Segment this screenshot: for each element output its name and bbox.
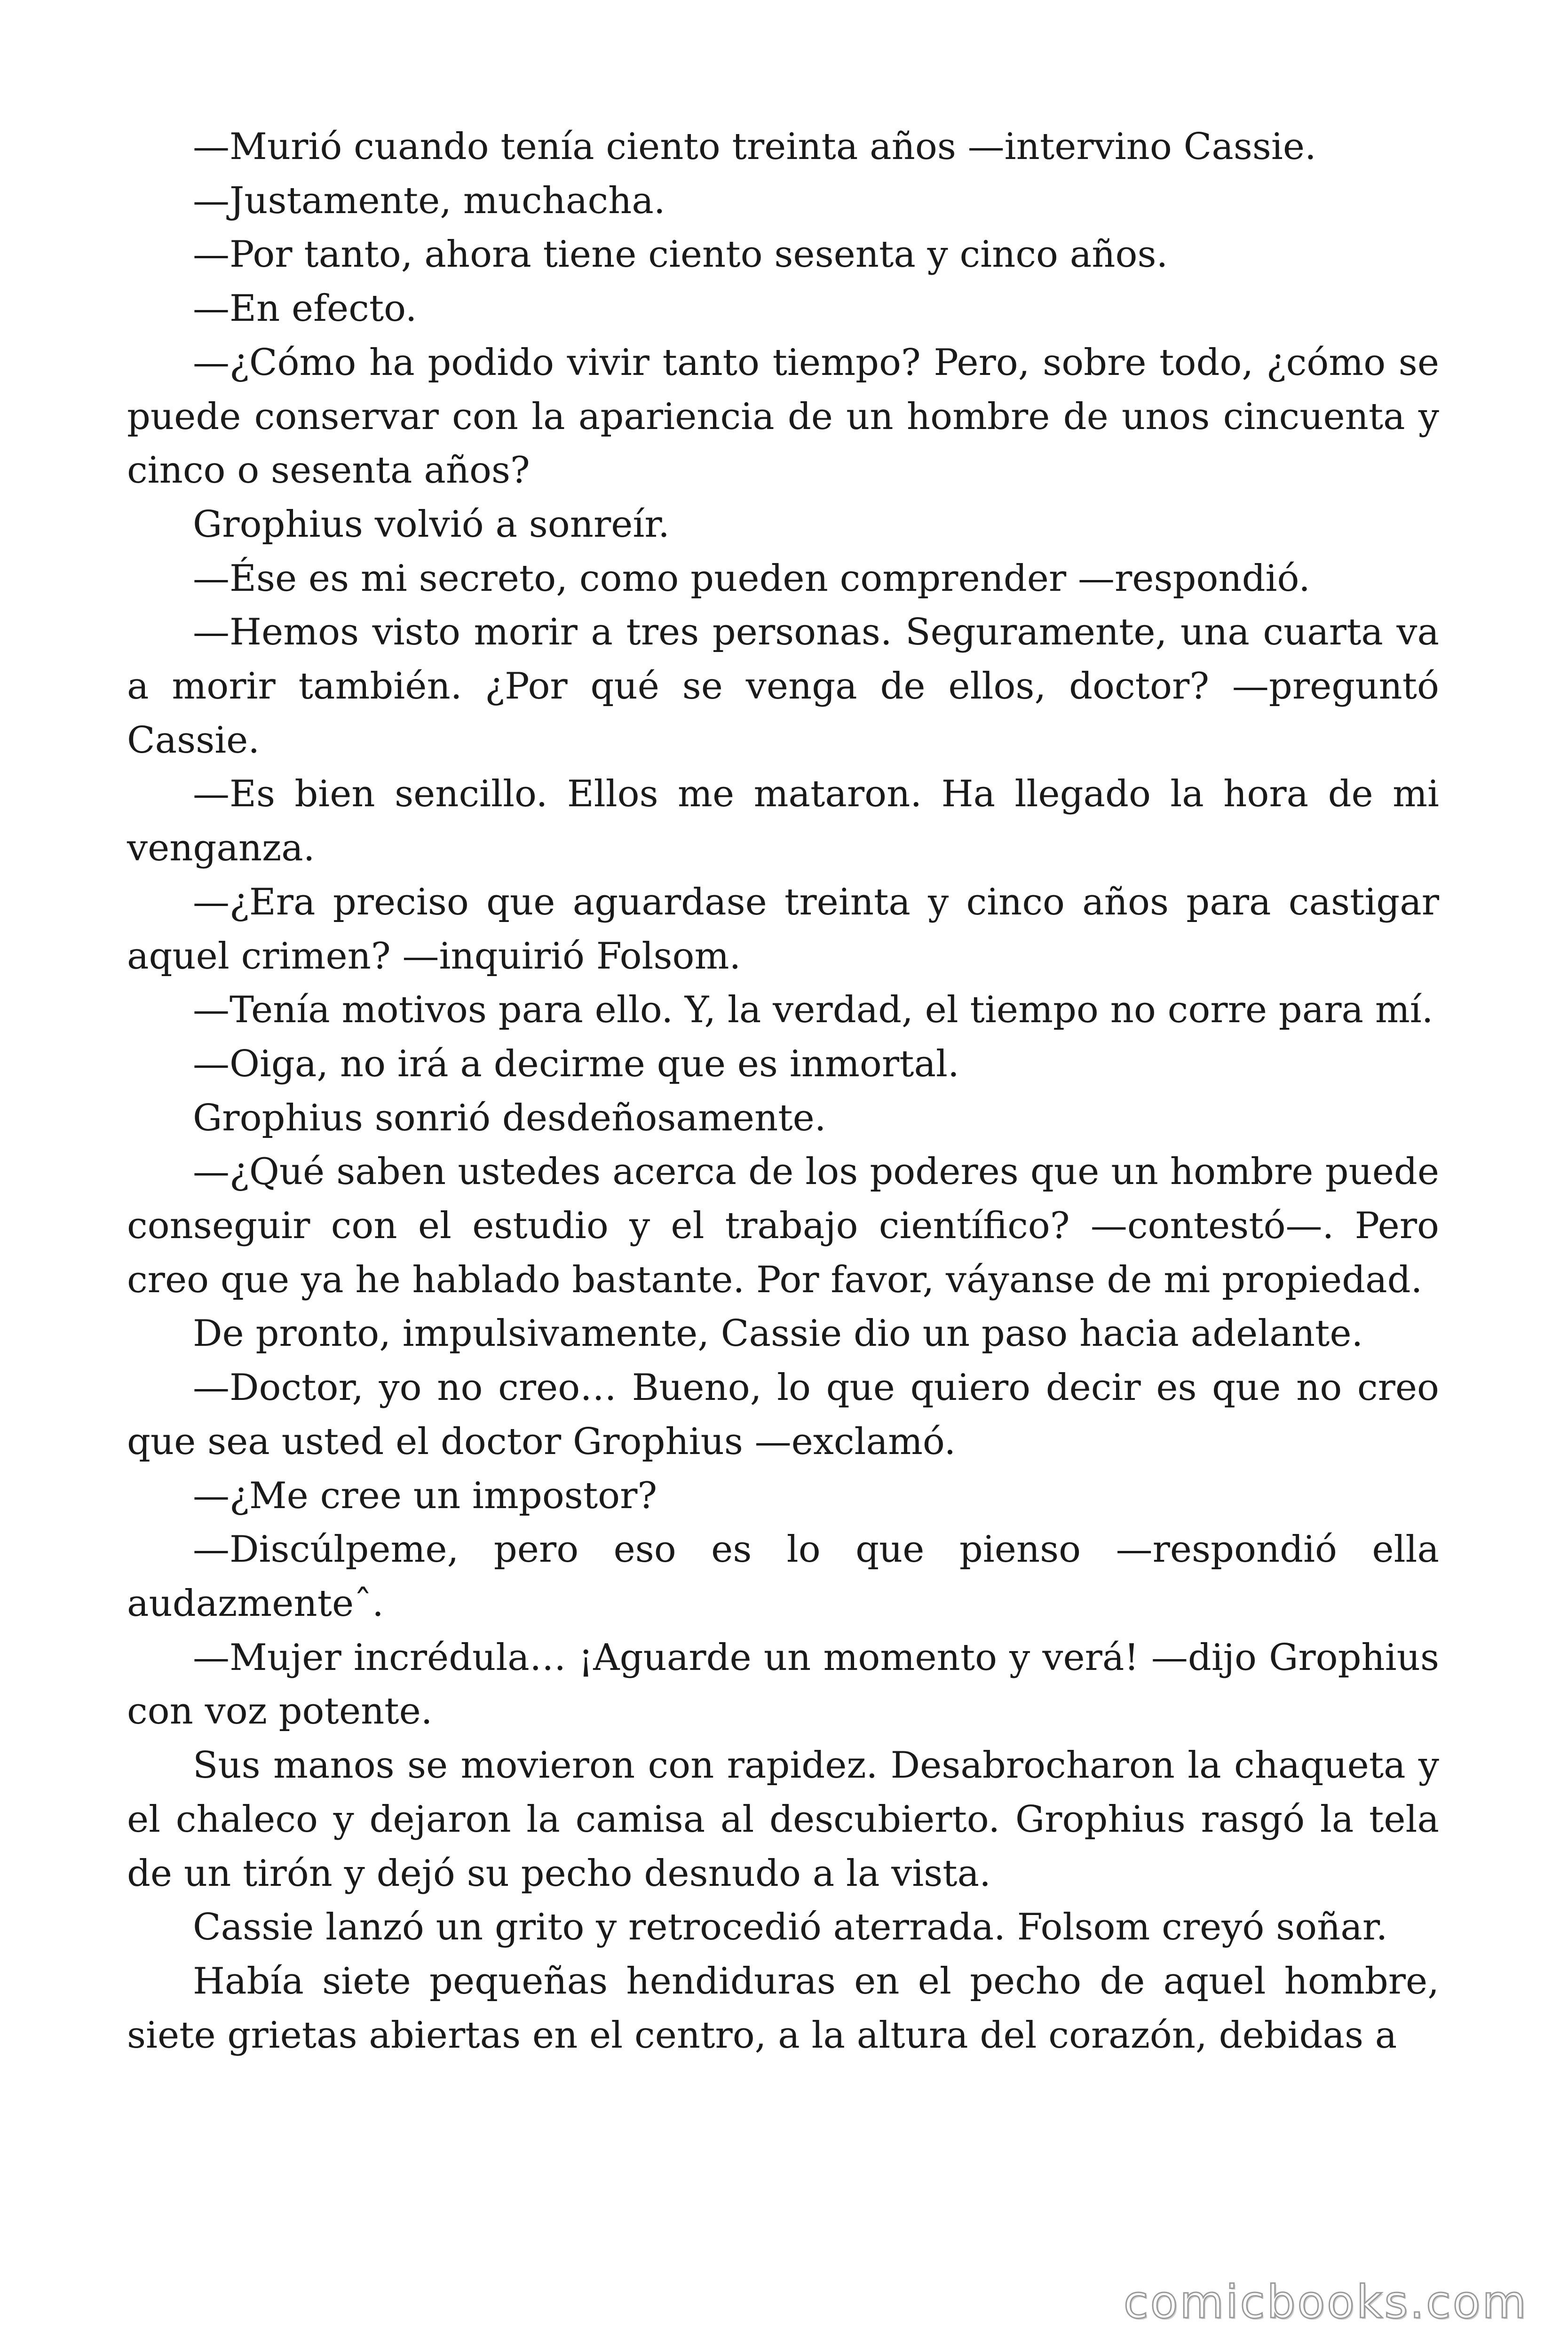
paragraph: Grophius sonrió desdeñosamente. [193, 1097, 826, 1139]
paragraph: —Ése es mi secreto, como pueden comprender —respondió. [193, 557, 1310, 600]
page-text [127, 120, 1439, 2062]
paragraph: —Hemos visto morir a tres personas. Seguramente, una cuarta va a morir también. ¿Por qué se venga de ellos, doctor? —preguntó Cassie. [127, 611, 1439, 762]
paragraph: —Mujer incrédula… ¡Aguarde un momento y verá! —dijo Grophius con voz potente. [127, 1636, 1439, 1733]
paragraph: —Tenía motivos para ello. Y, la verdad, el tiempo no corre para mí. [193, 989, 1433, 1032]
paragraph: Grophius volvió a sonreír. [193, 503, 670, 546]
paragraph: —¿Era preciso que aguardase treinta y cinco años para castigar aquel crimen? —inquirió Folsom. [127, 881, 1439, 977]
paragraph: —Oiga, no irá a decirme que es inmortal. [193, 1042, 959, 1085]
paragraph: De pronto, impulsivamente, Cassie dio un paso hacia adelante. [193, 1312, 1363, 1355]
paragraph: Había siete pequeñas hendiduras en el pecho de aquel hombre, siete grietas abiertas en el centro, a la altura del corazón, debidas a [127, 1960, 1439, 2057]
paragraph: —¿Qué saben ustedes acerca de los poderes que un hombre puede conseguir con el estudio y el trabajo científico? —contestó—. Pero creo que ya he hablado bastante. Por favor, váyanse de mi propiedad. [127, 1151, 1439, 1301]
paragraph: —Es bien sencillo. Ellos me mataron. Ha llegado la hora de mi venganza. [127, 773, 1439, 870]
paragraph: —Justamente, muchacha. [193, 179, 665, 222]
paragraph: —Doctor, yo no creo… Bueno, lo que quiero decir es que no creo que sea usted el doctor Grophius —exclamó. [127, 1367, 1439, 1463]
paragraph: Cassie lanzó un grito y retrocedió aterrada. Folsom creyó soñar. [193, 1906, 1388, 1949]
paragraph: —Por tanto, ahora tiene ciento sesenta y cinco años. [193, 233, 1168, 276]
paragraph: —Murió cuando tenía ciento treinta años —intervino Cassie. [193, 126, 1316, 168]
paragraph: —Discúlpeme, pero eso es lo que pienso —respondió ella audazmenteˆ. [127, 1528, 1439, 1625]
watermark: comicbooks.com [1123, 2276, 1528, 2328]
paragraph: —¿Cómo ha podido vivir tanto tiempo? Pero, sobre todo, ¿cómo se puede conservar con la apariencia de un hombre de unos cincuenta y cinco o sesenta años? [127, 341, 1439, 492]
paragraph: Sus manos se movieron con rapidez. Desabrocharon la chaqueta y el chaleco y dejaron la camisa al descubierto. Grophius rasgó la tela de un tirón y dejó su pecho desnudo a la vista. [127, 1744, 1439, 1895]
paragraph: —¿Me cree un impostor? [193, 1474, 657, 1517]
paragraph: —En efecto. [193, 287, 417, 330]
